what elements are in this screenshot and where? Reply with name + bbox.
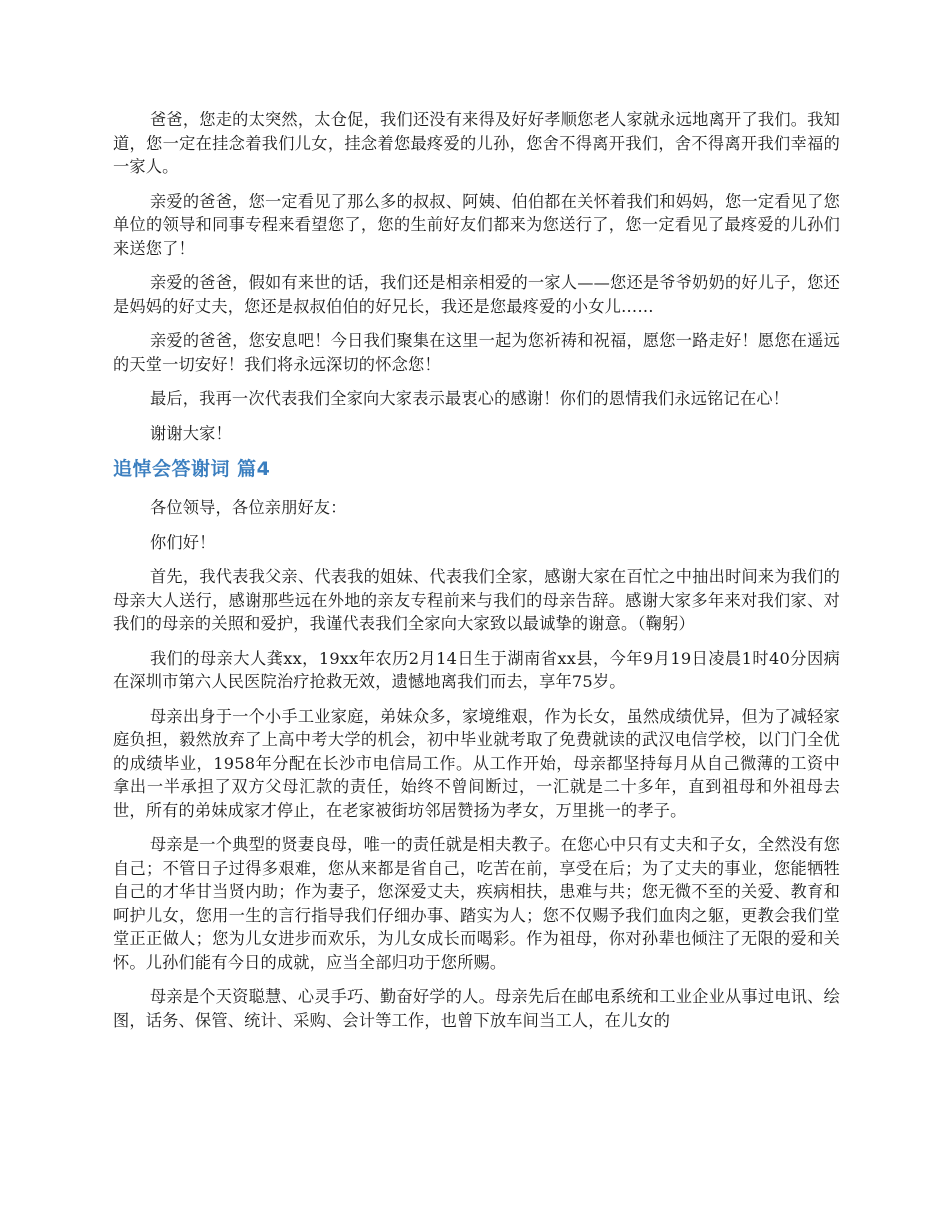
section-heading: 追悼会答谢词 篇4	[113, 458, 271, 480]
paragraph: 母亲是个天资聪慧、心灵手巧、勤奋好学的人。母亲先后在邮电系统和工业企业从事过电讯、绘图，话务、保管、统计、采购、会计等工作，也曾下放车间当工人，在儿女的	[113, 987, 840, 1030]
paragraph: 首先，我代表我父亲、代表我的姐妹、代表我们全家，感谢大家在百忙之中抽出时间来为我们的母亲大人送行，感谢那些远在外地的亲友专程前来与我们的母亲告辞。感谢大家多年来对我们家、对我们的母亲的关照和爱护，我谨代表我们全家向大家致以最诚挚的谢意。（鞠躬）	[113, 567, 840, 633]
paragraph: 母亲出身于一个小手工业家庭，弟妹众多，家境维艰，作为长女，虽然成绩优异，但为了减轻家庭负担，毅然放弃了上高中考大学的机会，初中毕业就考取了免费就读的武汉电信学校，以门门全优的成绩毕业，1958年分配在长沙市电信局工作。从工作开始，母亲都坚持每月从自己微薄的工资中拿出一半承担了双方父母汇款的责任，始终不曾间断过，一汇就是二十多年，直到祖母和外祖母去世，所有的弟妹成家才停止，在老家被街坊邻居赞扬为孝女，万里挑一的孝子。	[113, 706, 840, 820]
paragraph: 爸爸，您走的太突然，太仓促，我们还没有来得及好好孝顺您老人家就永远地离开了我们。我知道，您一定在挂念着我们儿女，挂念着您最疼爱的儿孙，您舍不得离开我们，舍不得离开我们幸福的一家人。	[113, 110, 840, 176]
paragraph: 我们的母亲大人龚xx，19xx年农历2月14日生于湖南省xx县，今年9月19日凌晨1时40分因病在深圳市第六人民医院治疗抢救无效，遗憾地离我们而去，享年75岁。	[113, 648, 840, 691]
paragraph: 你们好！	[150, 532, 216, 552]
paragraph: 最后，我再一次代表我们全家向大家表示最衷心的感谢！你们的恩情我们永远铭记在心！	[150, 389, 790, 408]
paragraph: 母亲是一个典型的贤妻良母，唯一的责任就是相夫教子。在您心中只有丈夫和子女，全然没有您自己；不管日子过得多艰难，您从来都是省自己，吃苦在前，享受在后；为了丈夫的事业，您能牺牲自己的才华甘当贤内助；作为妻子，您深爱丈夫，疾病相扶，患难与共；您无微不至的关爱、教育和呵护儿女，您用一生的言行指导我们仔细办事、踏实为人；您不仅赐予我们血肉之躯，更教会我们堂堂正正做人；您为儿女进步而欢乐，为儿女成长而喝彩。作为祖母，你对孙辈也倾注了无限的爱和关怀。儿孙们能有今日的成就，应当全部归功于您所赐。	[113, 835, 840, 972]
paragraph: 各位领导，各位亲朋好友：	[150, 498, 347, 517]
paragraph: 谢谢大家！	[150, 423, 232, 443]
paragraph: 亲爱的爸爸，假如有来世的话，我们还是相亲相爱的一家人——您还是爷爷奶奶的好儿子，您还是妈妈的好丈夫，您还是叔叔伯伯的好兄长，我还是您最疼爱的小女儿……	[113, 273, 840, 316]
document-page	[113, 108, 840, 1043]
paragraph: 亲爱的爸爸，您安息吧！今日我们聚集在这里一起为您祈祷和祝福，愿您一路走好！愿您在遥远的天堂一切安好！我们将永远深切的怀念您！	[113, 331, 840, 374]
paragraph: 亲爱的爸爸，您一定看见了那么多的叔叔、阿姨、伯伯都在关怀着我们和妈妈，您一定看见了您单位的领导和同事专程来看望您了，您的生前好友们都来为您送行了，您一定看见了最疼爱的儿孙们来送您了！	[113, 191, 840, 258]
